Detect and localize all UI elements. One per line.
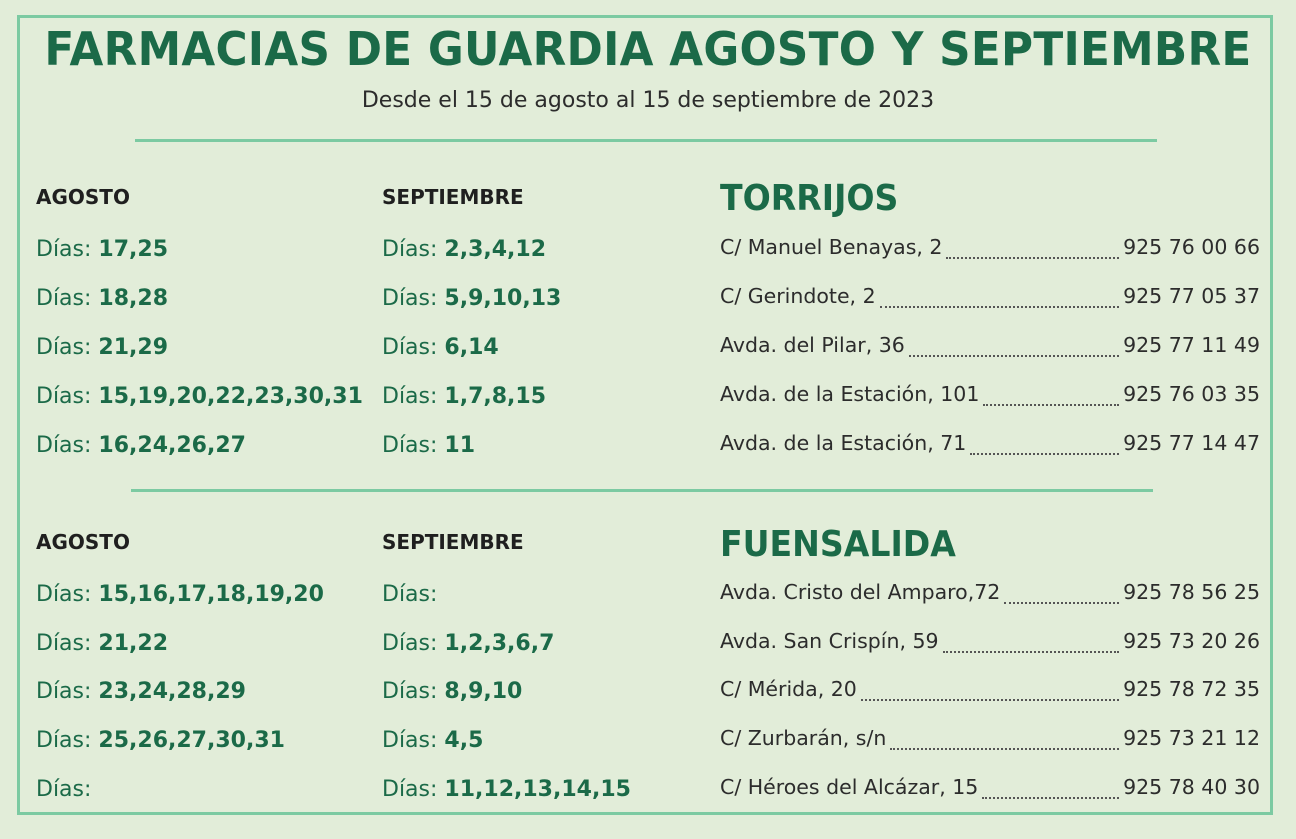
days-label: Días: (382, 433, 438, 458)
pharmacy-address: C/ Mérida, 20 (720, 677, 857, 701)
dot-leader (983, 404, 1119, 406)
pharmacy-phone: 925 77 14 47 (1123, 431, 1260, 455)
days-label: Días: (382, 679, 438, 704)
pharmacy-phone: 925 76 03 35 (1123, 382, 1260, 406)
september-header: SEPTIEMBRE (382, 185, 524, 209)
september-days (382, 679, 522, 704)
pharmacy-address: Avda. de la Estación, 71 (720, 431, 967, 455)
town-title-torrijos: TORRIJOS (720, 178, 899, 219)
september-days (382, 384, 546, 409)
pharmacy-phone: 925 73 21 12 (1123, 726, 1260, 750)
days-value: 16,24,26,27 (98, 433, 246, 458)
days-value: 6,14 (444, 335, 499, 360)
days-value: 18,28 (98, 286, 169, 311)
days-value: 1,7,8,15 (444, 384, 547, 409)
days-value: 2,3,4,12 (444, 237, 547, 262)
pharmacy-row (720, 726, 1260, 756)
august-header: AGOSTO (36, 185, 130, 209)
pharmacy-address: C/ Héroes del Alcázar, 15 (720, 775, 979, 799)
september-days (382, 286, 561, 311)
pharmacy-phone: 925 76 00 66 (1123, 235, 1260, 259)
september-days (382, 582, 437, 607)
dot-leader (890, 748, 1119, 750)
days-label: Días: (36, 582, 92, 607)
divider (135, 139, 1157, 142)
pharmacy-row (720, 431, 1260, 461)
pharmacy-row (720, 284, 1260, 314)
august-days (36, 384, 363, 409)
days-value: 21,29 (98, 335, 169, 360)
pharmacy-row (720, 775, 1260, 805)
days-value: 25,26,27,30,31 (98, 728, 285, 753)
days-value: 8,9,10 (444, 679, 523, 704)
days-label: Días: (36, 384, 92, 409)
town-title-fuensalida: FUENSALIDA (720, 524, 956, 565)
august-days (36, 679, 246, 704)
september-days (382, 728, 483, 753)
august-days (36, 433, 246, 458)
pharmacy-address: Avda. Cristo del Amparo,72 (720, 580, 1001, 604)
august-header: AGOSTO (36, 530, 130, 554)
pharmacy-address: C/ Manuel Benayas, 2 (720, 235, 943, 259)
days-label: Días: (382, 582, 438, 607)
september-days (382, 631, 554, 656)
days-label: Días: (382, 631, 438, 656)
days-label: Días: (36, 777, 92, 802)
dot-leader (861, 699, 1119, 701)
page-subtitle: Desde el 15 de agosto al 15 de septiembre de 2023 (361, 88, 935, 113)
september-days (382, 335, 499, 360)
dot-leader (880, 306, 1119, 308)
days-label: Días: (382, 728, 438, 753)
pharmacy-address: Avda. San Crispín, 59 (720, 629, 939, 653)
september-days (382, 433, 475, 458)
pharmacy-row (720, 382, 1260, 412)
days-label: Días: (382, 384, 438, 409)
pharmacy-phone: 925 77 11 49 (1123, 333, 1260, 357)
days-value: 11,12,13,14,15 (444, 777, 631, 802)
days-value: 4,5 (444, 728, 484, 753)
days-value: 5,9,10,13 (444, 286, 562, 311)
august-days (36, 728, 285, 753)
pharmacy-address: C/ Zurbarán, s/n (720, 726, 887, 750)
august-days (36, 582, 324, 607)
august-days (36, 335, 168, 360)
days-label: Días: (382, 237, 438, 262)
days-value: 1,2,3,6,7 (444, 631, 555, 656)
days-label: Días: (382, 335, 438, 360)
days-value: 15,16,17,18,19,20 (98, 582, 324, 607)
pharmacy-phone: 925 78 56 25 (1123, 580, 1260, 604)
pharmacy-phone: 925 78 72 35 (1123, 677, 1260, 701)
dot-leader (1004, 602, 1119, 604)
pharmacy-address: Avda. de la Estación, 101 (720, 382, 980, 406)
days-label: Días: (36, 679, 92, 704)
pharmacy-row (720, 677, 1260, 707)
pharmacy-address: C/ Gerindote, 2 (720, 284, 876, 308)
dot-leader (943, 651, 1119, 653)
pharmacy-row (720, 235, 1260, 265)
september-days (382, 237, 546, 262)
dot-leader (982, 797, 1119, 799)
page-title: FARMACIAS DE GUARDIA AGOSTO Y SEPTIEMBRE (44, 22, 1252, 76)
days-value: 17,25 (98, 237, 169, 262)
days-label: Días: (382, 777, 438, 802)
days-label: Días: (36, 728, 92, 753)
august-days (36, 631, 168, 656)
days-label: Días: (36, 237, 92, 262)
days-label: Días: (36, 631, 92, 656)
days-label: Días: (36, 335, 92, 360)
days-value: 11 (444, 433, 476, 458)
days-value: 21,22 (98, 631, 169, 656)
divider (131, 489, 1153, 492)
pharmacy-phone: 925 73 20 26 (1123, 629, 1260, 653)
september-header: SEPTIEMBRE (382, 530, 524, 554)
dot-leader (946, 257, 1119, 259)
dot-leader (970, 453, 1119, 455)
pharmacy-phone: 925 78 40 30 (1123, 775, 1260, 799)
pharmacy-row (720, 629, 1260, 659)
august-days (36, 286, 168, 311)
days-label: Días: (382, 286, 438, 311)
pharmacy-row (720, 333, 1260, 363)
pharmacy-phone: 925 77 05 37 (1123, 284, 1260, 308)
days-value: 23,24,28,29 (98, 679, 246, 704)
august-days (36, 777, 91, 802)
september-days (382, 777, 631, 802)
pharmacy-row (720, 580, 1260, 610)
august-days (36, 237, 168, 262)
days-value: 15,19,20,22,23,30,31 (98, 384, 363, 409)
days-label: Días: (36, 433, 92, 458)
dot-leader (909, 355, 1119, 357)
pharmacy-address: Avda. del Pilar, 36 (720, 333, 905, 357)
days-label: Días: (36, 286, 92, 311)
